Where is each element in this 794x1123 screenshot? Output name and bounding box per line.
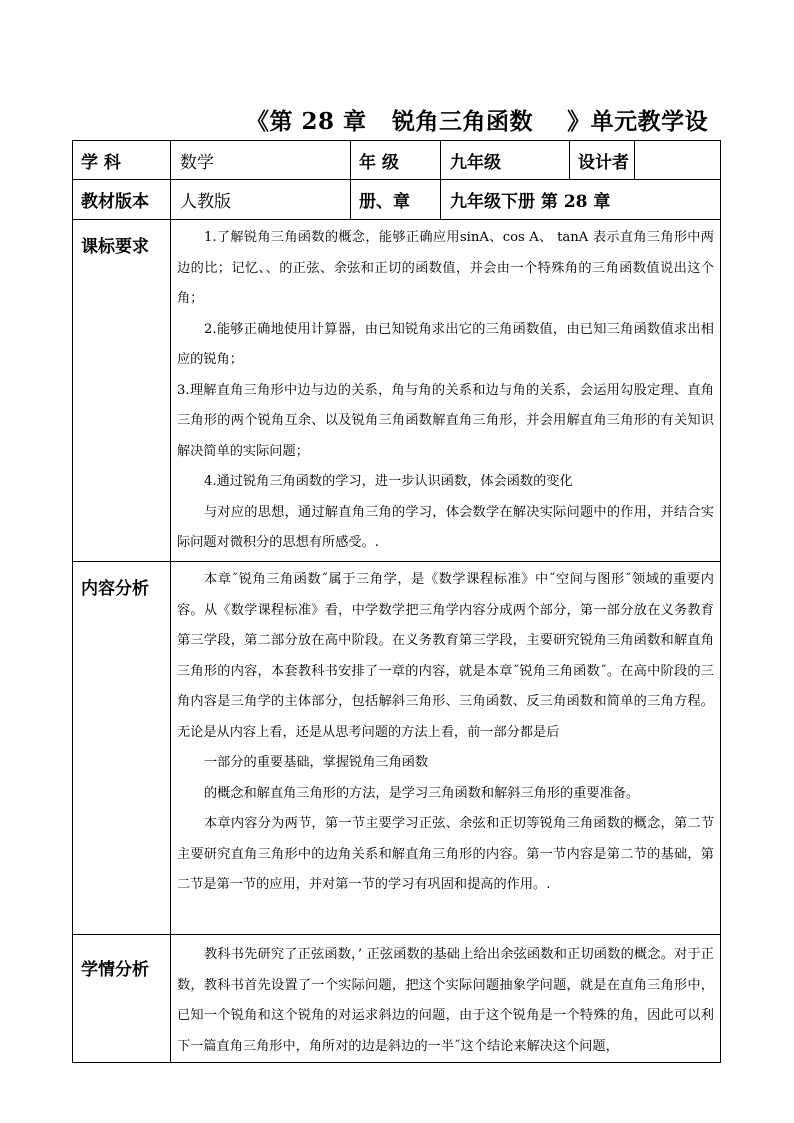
- curriculum-label: 课标要求: [73, 220, 171, 562]
- grade-value: 九年级: [441, 141, 570, 180]
- row-subject: [73, 141, 721, 180]
- designer-label: 设计者: [570, 141, 635, 180]
- curriculum-paragraph: 3.理解直角三角形中边与边的关系，角与角的关系和边与角的关系，会运用勾股定理、直角三角形的两个锐角互余、以及锐角三角函数解直角三角形，并会用解直角三角形的有关知识解决简单的实际问题；: [177, 382, 714, 459]
- grade-label: 年 级: [351, 141, 441, 180]
- curriculum-paragraph: 4.通过锐角三角函数的学习，进一步认识函数，体会函数的变化: [204, 474, 573, 489]
- designer-value: [635, 141, 721, 180]
- row-student-analysis: [73, 935, 721, 1063]
- volume-value: 九年级下册 第 28 章: [441, 180, 721, 220]
- curriculum-paragraph: 2.能够正确地使用计算器，由已知锐角求出它的三角函数值，由已知三角函数值求出相应的锐角；: [177, 321, 714, 367]
- content-paragraph: 本章内容分为两节，第一节主要学习正弦、余弦和正切等锐角三角函数的概念，第二节主要研究直角三角形中的边角关系和解直角三角形的内容。第一节内容是第二节的基础，第二节是第一节的应用，并对第一节的学习有巩固和提高的作用。.: [177, 816, 714, 892]
- student-analysis-content: [171, 935, 721, 1063]
- content-analysis-content: [171, 562, 721, 935]
- content-analysis-label: 内容分析: [73, 562, 171, 935]
- edition-label: 教材版本: [73, 180, 171, 220]
- content-paragraph: 本章˝锐角三角函数˝属于三角学，是《数学课程标准》中˝空间与图形˝领域的重要内容。从《数学课程标准》看，中学数学把三角学内容分成两个部分，第一部分放在义务教育第三学段，第二部分放在高中阶段。在义务教育第三学段，主要研究锐角三角函数和解直角三角形的内容，本套教科书安排了一章的内容，就是本章˝锐角三角函数˝。在高中阶段的三角内容是三角学的主体部分，包括解斜三角形、三角函数、反三角函数和简单的三角方程。无论是从内容上看，还是从思考问题的方法上看，前一部分都是后: [177, 572, 714, 740]
- student-analysis-label: 学情分析: [73, 935, 171, 1063]
- content-paragraph: 一部分的重要基础，掌握锐角三角函数: [204, 755, 429, 770]
- subject-label: 学 科: [73, 141, 171, 180]
- row-edition: [73, 180, 721, 220]
- edition-value: 人教版: [171, 180, 351, 220]
- document-title: 《第 28 章 锐角三角函数 》单元教学设: [246, 108, 709, 135]
- student-paragraph: 教科书先研究了正弦函数，’ 正弦函数的基础上给出余弦函数和正切函数的概念。对于正数，教科书首先设置了一个实际问题，把这个实际问题抽象学问题，就是在直角三角形中，已知一个锐角和这个锐角的对运求斜边的问题，由于这个锐角是一个特殊的角，因此可以利下一篇直角三角形中，角所对的边是斜边的一半˝这个结论来解决这个问题，: [177, 947, 714, 1054]
- row-curriculum: [73, 220, 721, 562]
- subject-value: 数学: [171, 141, 351, 180]
- curriculum-paragraph: 与对应的思想，通过解直角三角的学习，体会数学在解决实际问题中的作用，并结合实际问题对微积分的思想有所感受。.: [177, 504, 714, 550]
- unit-design-table: [72, 140, 721, 1063]
- volume-label: 册、章: [351, 180, 441, 220]
- curriculum-content: [171, 220, 721, 562]
- content-paragraph: 的概念和解直角三角形的方法，是学习三角函数和解斜三角形的重要准备。: [204, 785, 640, 801]
- curriculum-paragraph: 1.了解锐角三角函数的概念，能够正确应用sinA、cos A、 tanA 表示直角三角形中两边的比；记忆、、的正弦、余弦和正切的函数值，并会由一个特殊角的三角函数值说出这个角；: [177, 230, 714, 306]
- row-content-analysis: [73, 562, 721, 935]
